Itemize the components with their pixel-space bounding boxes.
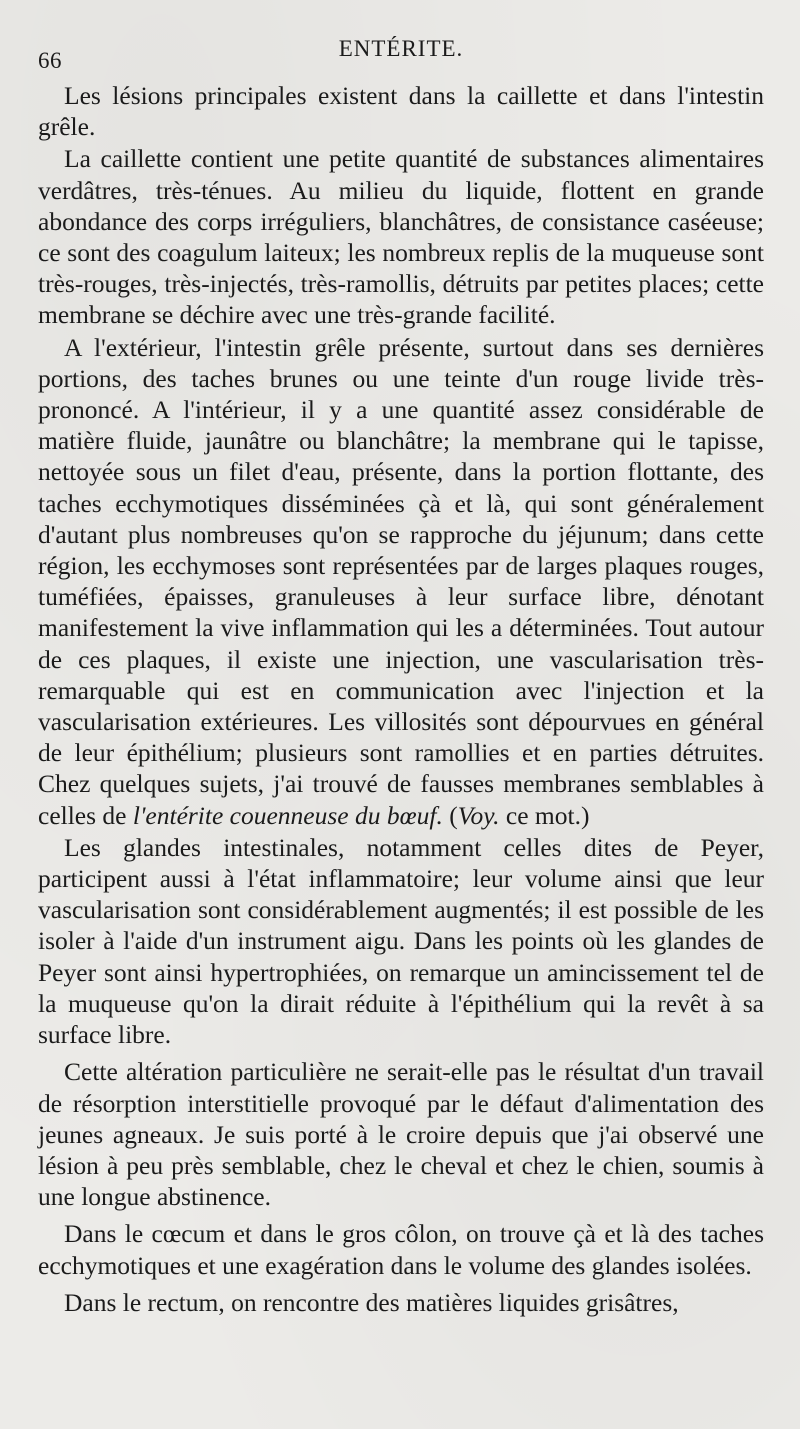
paragraph-text: Les glandes intestinales, notamment celles dites de Peyer, participent aussi à l'état inflammatoire; leur volume ainsi que leur vascularisation sont considérablement augmentés; il est possible de les isoler à l'aide d'un instrument aigu. Dans les points où les glandes de Peyer sont ainsi hypertrophiées, on remarque un amincissement tel de la muqueuse qu'on la dirait réduite à l'épithélium qui la revêt à sa surface libre. — [38, 832, 764, 1050]
paragraph-text: Les lésions principales existent dans la caillette et dans l'intestin grêle. — [38, 81, 764, 142]
paragraph-3 — [38, 332, 764, 831]
paragraph-text: Dans le cœcum et dans le gros côlon, on trouve çà et là des taches ecchymotiques et une exagération dans le volume des glandes isolées. — [38, 1219, 764, 1280]
paragraph-text: A l'extérieur, l'intestin grêle présente, surtout dans ses dernières portions, des taches brunes ou une teinte d'un rouge livide très-prononcé. A l'intérieur, il y a une quantité assez considérable de matière fluide, jaunâtre ou blanchâtre; la membrane qui le tapisse, nettoyée sous un filet d'eau, présente, dans la portion flottante, des taches ecchymotiques disséminées çà et là, qui sont généralement d'autant plus nombreuses qu'on se rapproche du jéjunum; dans cette région, les ecchymoses sont représentées par de larges plaques rouges, tuméfiées, épaisses, granuleuses à leur surface libre, dénotant manifestement la vive inflammation qui les a déterminées. Tout autour de ces plaques, il existe une injection, une vascularisation très-remarquable qui est en communication avec l'injection et la vascularisation extérieures. Les villosités sont dépourvues en général de leur épithélium; plusieurs sont ramollies et en parties détruites. Chez quelques sujets, j'ai trouvé de fausses membranes semblables à celles de — [38, 332, 764, 830]
paragraph-7 — [38, 1287, 764, 1318]
paragraph-text: Dans le rectum, on rencontre des matières liquides grisâtres, — [64, 1287, 679, 1317]
paragraph-1 — [38, 80, 764, 142]
paragraph-2 — [38, 143, 764, 330]
paragraph-6 — [38, 1218, 764, 1280]
paragraph-text: La caillette contient une petite quantité de substances alimentaires verdâtres, très-ténues. Au milieu du liquide, flottent en grande abondance des corps irréguliers, blanchâtres, de consistance caséeuse; ce sont des coagulum laiteux; les nombreux replis de la muqueuse sont très-rouges, très-injectés, très-ramollis, détruits par petites places; cette membrane se déchire avec une très-grande facilité. — [38, 144, 764, 330]
italic-reference: l'entérite couenneuse du bœuf. — [132, 800, 443, 830]
running-head — [38, 28, 764, 73]
italic-voy: Voy. — [457, 800, 500, 830]
paragraph-text: Cette altération particulière ne serait-elle pas le résultat d'un travail de résorption interstitielle provoqué par le défaut d'alimentation des jeunes agneaux. Je suis porté à le croire depuis que j'ai observé une lésion à peu près semblable, chez le cheval et chez le chien, soumis à une longue abstinence. — [38, 1057, 764, 1212]
paragraph-text: ( — [442, 800, 458, 830]
paragraph-4 — [38, 832, 764, 1050]
paragraph-text: ce mot.) — [499, 800, 590, 830]
running-title: ENTÉRITE. — [338, 36, 464, 61]
paragraph-5 — [38, 1056, 764, 1212]
page-number: 66 — [38, 48, 62, 73]
body-text — [38, 80, 764, 1318]
